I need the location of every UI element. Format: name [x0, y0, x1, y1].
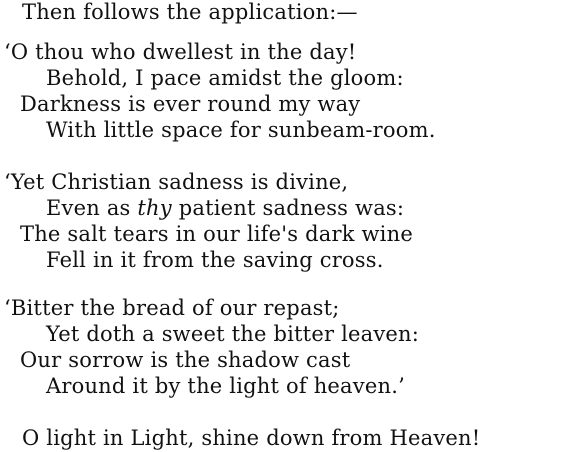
verse-line: Fell in it from the saving cross. — [46, 248, 384, 272]
verse-line-with-emphasis — [46, 196, 404, 220]
verse-line: ‘Bitter the bread of our repast; — [4, 296, 340, 320]
verse-text: Even as — [46, 196, 138, 220]
verse-line: Around it by the light of heaven.’ — [46, 374, 405, 398]
verse-line: ‘O thou who dwellest in the day! — [4, 40, 357, 64]
closing-line: O light in Light, shine down from Heaven! — [22, 426, 481, 450]
verse-line: Yet doth a sweet the bitter leaven: — [46, 322, 420, 346]
verse-text: patient sadness was: — [171, 196, 405, 220]
intro-line: Then follows the application:— — [22, 0, 358, 24]
verse-line: Behold, I pace amidst the gloom: — [46, 66, 404, 90]
verse-line: The salt tears in our life's dark wine — [20, 222, 413, 246]
verse-line: Darkness is ever round my way — [20, 92, 361, 116]
verse-line: Our sorrow is the shadow cast — [20, 348, 351, 372]
emphasized-word: thy — [137, 196, 172, 220]
verse-line: ‘Yet Christian sadness is divine, — [4, 170, 349, 194]
verse-line: With little space for sunbeam-room. — [46, 118, 436, 142]
